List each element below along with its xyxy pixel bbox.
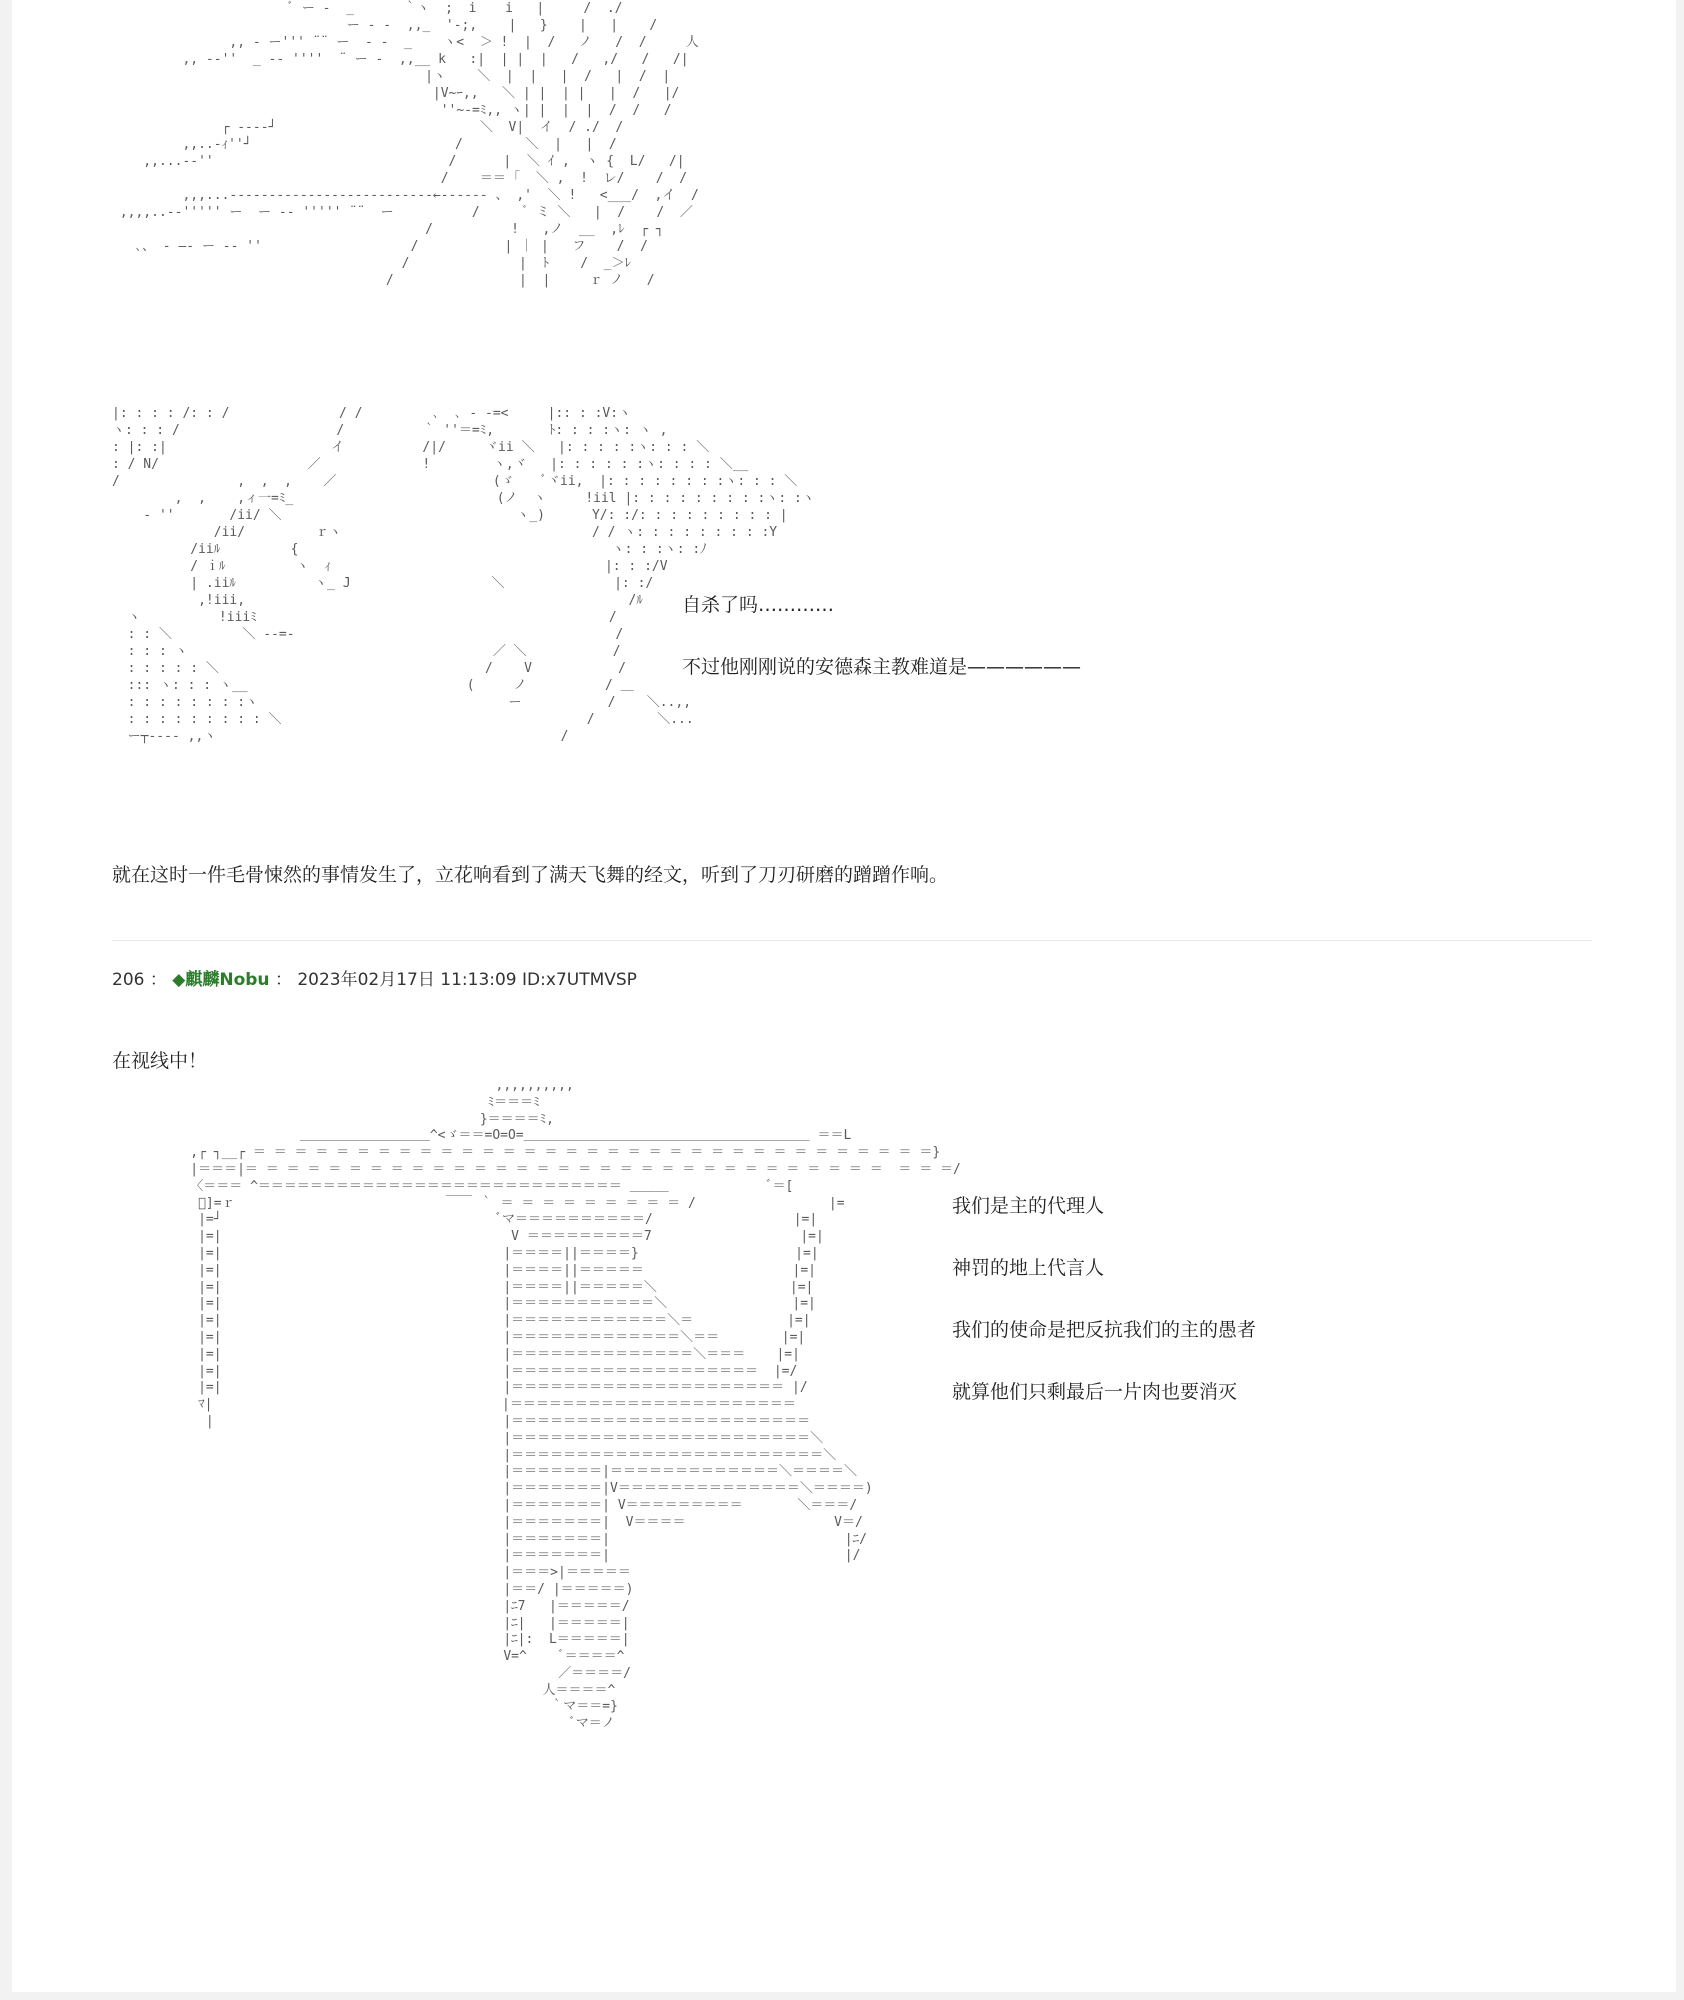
page	[12, 0, 1676, 1992]
post-divider	[112, 940, 1592, 941]
separator: ：	[274, 970, 292, 990]
ascii-art-panel2: |: : : : /: : / / / ､ ､ - -=< |:: : :V:ヽ ヽ: : : / / ｀ ''＝=ﾐ, ﾄ: : : :ヽ: ヽ , : |: :| イ /|/ ヾii ＼ |: : : : :ヽ: : : ＼ : / N/ ／ ! ヽ,ヾ |: : : : : :ヽ: : : : ＼__ / , , , ／ (ゞ ﾞヾii, |: : : : : : : :ヽ: : : ＼ , , ,ィ一=ﾐ_ (ノ ヽ !iil |: : : : : : : : :ヽ: :ヽ ‐ '' /ii/ ＼ ヽ_) Y/: :/: : : : : : : : : | /ii/ ｒヽ / / ヽ: : : : : : : : :Y /iiﾙ { ヽ: : :ヽ: :ﾉ / ｉﾙ ヽ ｨ |: : :/V | .iiﾙ ヽ_ J ＼ |: :/ ,!iii, /ﾙ ヽ !iiiﾐ / : : ＼ ＼ --=- / : : : ヽ ／ ＼ / : : : : : ＼ / V / ::: ヽ: : : ヽ__ ( ノ / ＿ : : : : : : : :ヽ ー / ＼..,, : : : : : : : : : ＼ / ＼... ー┬-‐-- ,,ヽ /	[112, 406, 815, 744]
dialogue-line-2: 不过他刚刚说的安德森主教难道是——————	[682, 656, 1082, 678]
post-number[interactable]: 206	[112, 970, 145, 990]
poster-name[interactable]: ◆麒麟Nobu	[172, 970, 270, 990]
ascii-art-top: ﾞ ー - _ ｀ヽ ; i i | / ./ ー ‐ - ,,_ '‐;, | } | | / ,, - ー''' ¨¨ ー ‐ - _ ヽ< ＞ ! | / ノ / / 人 ,, -‐'' _ -‐ '''' ¨ ー - ,,__ k :| | | | / ,/ / /| |ヽ ＼ | | | / | / | |V~ｰ,, ＼ | | | | | / |/ ''~-=ﾐ,, ヽ| | | | / / / ┌ ‐---┘ ＼ V| イ / ./ / ,,..-ｨ''┘ / ＼ | | / ,,...--'' / | ＼ ｲ , ヽ { L/ /| / ＝＝ ｢ ＼ , ! レ/ / / ,,,...--------------------------←------ 、 ,' ＼ ! <___/ ,イ / ,,,,..--''''' ー ー ‐‐ ''''' ¨¨ ー / ﾞ ミ ＼ | / / ／ / ! ,ノ __ ,ﾚ ┌ ┐ ､、 ‐ ―‐ ー ‐‐ '' / | ｜ | フ / / / | ﾄ / _＞ﾚ / | | ｒ ノ /	[119, 1, 699, 288]
post-line-2: 神罚的地上代言人	[952, 1257, 1105, 1279]
post-line-3: 我们的使命是把反抗我们的主的愚者	[952, 1319, 1257, 1341]
post-line-1: 我们是主的代理人	[952, 1195, 1105, 1217]
narration-text: 就在这时一件毛骨悚然的事情发生了，立花响看到了满天飞舞的经文，听到了刀刃研磨的蹭蹭作响。	[112, 864, 949, 886]
post-header	[112, 965, 637, 990]
post-datetime: 2023年02月17日 11:13:09	[297, 970, 517, 990]
dialogue-line-1: 自杀了吗…………	[682, 594, 835, 616]
poster-id[interactable]: ID:x7UTMVSP	[522, 970, 637, 990]
separator: ：	[149, 970, 167, 990]
post-intro: 在视线中！	[112, 1050, 208, 1072]
post-line-4: 就算他们只剩最后一片肉也要消灭	[952, 1381, 1238, 1403]
ascii-art-bottom: ,,,,,,,,,, ﾐ＝＝＝ﾐ }＝＝＝＝ﾐ, ＿＿＿＿＿＿＿＿＿＿^<ゞ＝＝=O=O=＿＿＿＿＿＿＿＿＿＿＿＿＿＿＿＿＿＿＿＿＿＿ ＝＝L ,┌ ┐__┌ ＝ ＝ ＝ ＝ ＝ ＝ ＝ ＝ ＝ ＝ ＝ ＝ ＝ ＝ ＝ ＝ ＝ ＝ ＝ ＝ ＝ ＝ ＝ ＝ ＝ ＝ ＝ ＝ ＝ ＝ ＝ ＝ ＝} |＝＝＝|＝ ＝ ＝ ＝ ＝ ＝ ＝ ＝ ＝ ＝ ＝ ＝ ＝ ＝ ＝ ＝ ＝ ＝ ＝ ＝ ＝ ＝ ＝ ＝ ＝ ＝ ＝ ＝ ＝ ＝ ＝ ＝ ＝ ＝/ 〈＝＝＝ ^＝＝＝＝＝＝＝＝＝＝＝＝＝＝＝＝＝＝＝＝＝＝＝＝＝＝＝＝ ＿＿＿ ﾞ＝[ ﾞ]=ｒ ￣￣ ｀ ＝ ＝ ＝ ＝ ＝ ＝ ＝ ＝ ＝ / |= |=┘ ﾞマ＝＝＝＝＝＝＝＝＝＝/ |=| |=| V ＝＝＝＝＝＝＝＝＝7 |=| |=| |＝＝＝＝||＝＝＝＝} |=| |=| |＝＝＝＝||＝＝＝＝＝ |=| |=| |＝＝＝＝||＝＝＝＝＝＼ |=| |=| |＝＝＝＝＝＝＝＝＝＝＝＼ |=| |=| |＝＝＝＝＝＝＝＝＝＝＝＝＼＝ |=| |=| |＝＝＝＝＝＝＝＝＝＝＝＝＝＼＝＝ |=| |=| |＝＝＝＝＝＝＝＝＝＝＝＝＝＝＼＝＝＝ |=| |=| |＝＝＝＝＝＝＝＝＝＝＝＝＝＝＝＝＝＝＝ |=/ |=| |＝＝＝＝＝＝＝＝＝＝＝＝＝＝＝＝＝＝＝＝＝ |/ ﾏ| |＝＝＝＝＝＝＝＝＝＝＝＝＝＝＝＝＝＝＝＝＝＝ | |＝＝＝＝＝＝＝＝＝＝＝＝＝＝＝＝＝＝＝＝＝＝＝ |＝＝＝＝＝＝＝＝＝＝＝＝＝＝＝＝＝＝＝＝＝＝＝＼ |＝＝＝＝＝＝＝＝＝＝＝＝＝＝＝＝＝＝＝＝＝＝＝＝＼ |＝＝＝＝＝＝＝|＝＝＝＝＝＝＝＝＝＝＝＝＝＼＝＝＝＝＼ |＝＝＝＝＝＝＝|V＝＝＝＝＝＝＝＝＝＝＝＝＝＝＼＝＝＝＝) |＝＝＝＝＝＝＝| V＝＝＝＝＝＝＝＝＝ ＼＝＝＝/ |＝＝＝＝＝＝＝| V＝＝＝＝ V＝/ |＝＝＝＝＝＝＝| |ﾆ/ |＝＝＝＝＝＝＝| |/ |＝＝＝>|＝＝＝＝＝ |＝＝/ |＝＝＝＝＝) |ﾆ7 |＝＝＝＝＝/ |ﾆ| |＝＝＝＝＝| |ﾆ|: L＝＝＝＝＝| V=^ ﾞ＝＝＝＝^ ／＝＝＝＝/ 人＝＝＝＝^ ｀マ＝＝=} ﾞマ＝ノ	[190, 1078, 961, 1732]
